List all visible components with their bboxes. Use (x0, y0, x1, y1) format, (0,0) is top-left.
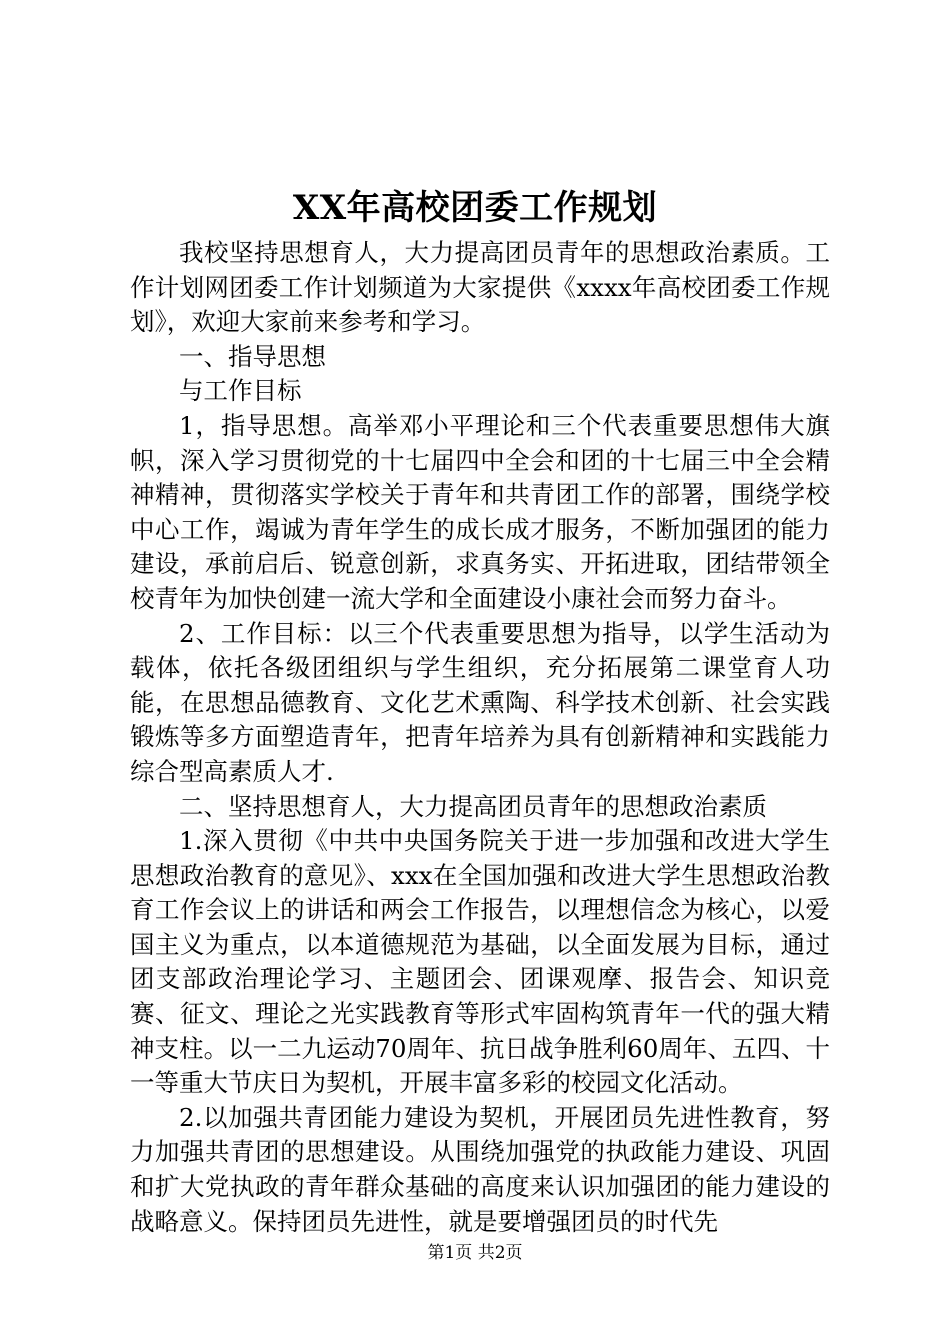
document-title: XX年高校团委工作规划 (292, 188, 658, 228)
section-heading-1: 一、指导思想 (179, 341, 326, 371)
paragraph-item-1: 1.深入贯彻《中共中央国务院关于进一步加强和改进大学生思想政治教育的意见》、xxx在全国加强和改进大学生思想政治教育工作会议上的讲话和两会工作报告，以理想信念为核心，以爱国主义为重点，以本道德规范为基础，以全面发展为目标，通过团支部政治理论学习、主题团会、团课观摩、报告会、知识竞赛、征文、理论之光实践教育等形式牢固构筑青年一代的强大精神支柱。以一二九运动70周年、抗日战争胜利60周年、五四、十一等重大节庆日为契机，开展丰富多彩的校园文化活动。 (130, 826, 830, 1098)
page-number-footer: 第1页 共2页 (427, 1243, 523, 1263)
section-heading-1-cont: 与工作目标 (179, 376, 302, 406)
paragraph-item-2: 2.以加强共青团能力建设为契机，开展团员先进性教育，努力加强共青团的思想建设。从围绕加强党的执政能力建设、巩固和扩大党执政的青年群众基础的高度来认识加强团的能力建设的战略意义。保持团员先进性，就是要增强团员的时代先 (130, 1102, 830, 1236)
paragraph-work-goal: 2、工作目标：以三个代表重要思想为指导，以学生活动为载体，依托各级团组织与学生组织，充分拓展第二课堂育人功能，在思想品德教育、文化艺术熏陶、科学技术创新、社会实践锻炼等多方面塑造青年，把青年培养为具有创新精神和实践能力综合型高素质人才. (130, 618, 830, 786)
document-body (130, 236, 830, 1239)
paragraph-guiding-thought: 1，指导思想。高举邓小平理论和三个代表重要思想伟大旗帜，深入学习贯彻党的十七届四中全会和团的十七届三中全会精神精神，贯彻落实学校关于青年和共青团工作的部署，围绕学校中心工作，竭诚为青年学生的成长成才服务，不断加强团的能力建设，承前启后、锐意创新，求真务实、开拓进取，团结带领全校青年为加快创建一流大学和全面建设小康社会而努力奋斗。 (130, 410, 830, 613)
section-heading-2: 二、坚持思想育人，大力提高团员青年的思想政治素质 (179, 791, 767, 821)
paragraph-intro: 我校坚持思想育人，大力提高团员青年的思想政治素质。工作计划网团委工作计划频道为大家提供《xxxx年高校团委工作规划》，欢迎大家前来参考和学习。 (130, 238, 830, 337)
